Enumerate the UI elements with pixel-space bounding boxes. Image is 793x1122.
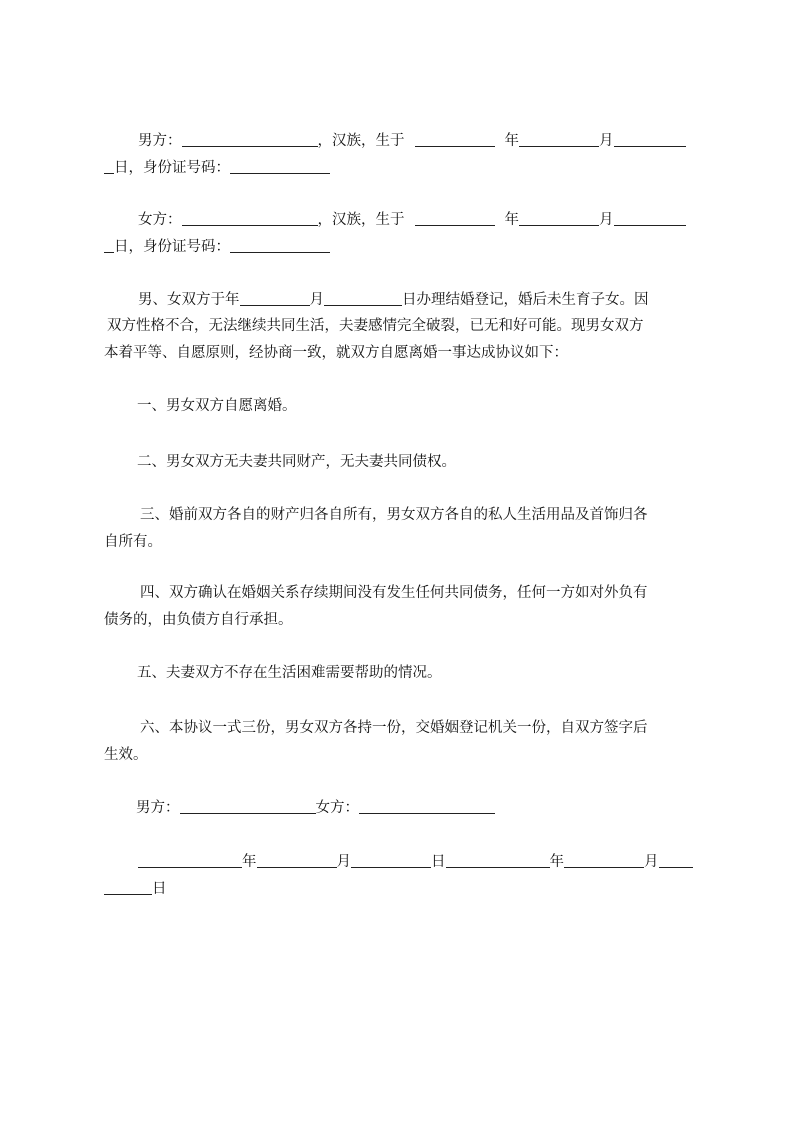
man-month-text: 月 [599, 133, 614, 149]
man-name-blank[interactable] [182, 130, 318, 147]
clause-2 [104, 449, 704, 475]
marriage-month-blank[interactable] [240, 289, 310, 306]
clause-6-text-2: 生效。 [104, 747, 148, 763]
clause-6-line-2 [104, 742, 704, 768]
woman-ethnicity-text: ，汉族，生于 [317, 212, 405, 228]
marriage-day-blank[interactable] [324, 289, 402, 306]
date-line-cont [104, 876, 704, 902]
date1-month-blank[interactable] [257, 851, 337, 868]
signature-woman-label: 女方： [315, 800, 359, 816]
man-id-number-blank[interactable] [230, 157, 330, 174]
man-birth-day-blank[interactable] [614, 130, 686, 147]
woman-id-number-blank[interactable] [230, 236, 330, 253]
woman-birth-month-blank[interactable] [519, 209, 599, 226]
clause-4-line-2 [104, 607, 704, 633]
date2-month-blank[interactable] [564, 851, 644, 868]
clause-5-text: 五、夫妻双方不存在生活困难需要帮助的情况。 [137, 665, 442, 681]
man-day-id-text: 日，身份证号码： [114, 160, 230, 176]
woman-name-blank[interactable] [182, 209, 318, 226]
clause-3-text-2: 自所有。 [104, 534, 162, 550]
signature-man-label: 男方： [136, 800, 180, 816]
man-info-line [104, 128, 704, 154]
woman-day-id-text: 日，身份证号码： [114, 239, 230, 255]
man-birth-day-blank-cont[interactable] [104, 157, 114, 174]
man-signature-blank[interactable] [180, 797, 316, 814]
woman-signature-blank[interactable] [359, 797, 495, 814]
intro-part1: 男、女双方于年 [138, 292, 240, 308]
clause-1-text: 一、男女双方自愿离婚。 [137, 398, 297, 414]
date2-year: 年 [549, 854, 564, 870]
date1-day-blank[interactable] [351, 851, 431, 868]
clause-4-line-1 [104, 580, 704, 606]
man-id-line [104, 155, 704, 181]
date1-year: 年 [242, 854, 257, 870]
clause-3-text-1: 三、婚前双方各自的财产归各自所有，男女双方各自的私人生活用品及首饰归各 [140, 507, 648, 523]
man-ethnicity-text: ，汉族，生于 [317, 133, 405, 149]
man-label: 男方： [138, 133, 182, 149]
clause-2-text: 二、男女双方无夫妻共同财产，无夫妻共同债权。 [137, 454, 456, 470]
intro-line3-text: 本着平等、自愿原则，经协商一致，就双方自愿离婚一事达成协议如下： [104, 345, 568, 361]
clause-4-text-2: 债务的，由负债方自行承担。 [104, 612, 293, 628]
date1-day: 日 [431, 854, 446, 870]
clause-5 [104, 660, 704, 686]
date2-day-blank[interactable] [659, 851, 693, 868]
clause-3-line-1 [104, 502, 704, 528]
clause-6-line-1 [104, 715, 704, 741]
intro-month: 月 [309, 292, 324, 308]
date2-day: 日 [152, 881, 167, 897]
woman-label: 女方： [138, 212, 182, 228]
woman-birth-day-blank[interactable] [614, 209, 686, 226]
woman-birth-year-blank[interactable] [415, 209, 495, 226]
intro-line2-text: 双方性格不合，无法继续共同生活，夫妻感情完全破裂，已无和好可能。现男女双方 [107, 318, 644, 334]
date-line [104, 849, 704, 875]
date1-year-blank[interactable] [138, 851, 242, 868]
woman-info-line [104, 207, 704, 233]
date2-year-blank[interactable] [446, 851, 550, 868]
clause-3-line-2 [104, 529, 704, 555]
clause-1 [104, 393, 704, 419]
date2-day-blank-cont[interactable] [104, 878, 152, 895]
man-birth-year-blank[interactable] [415, 130, 495, 147]
intro-line-2 [107, 313, 707, 339]
intro-line-1 [104, 287, 704, 313]
woman-id-line [104, 234, 704, 260]
clause-4-text-1: 四、双方确认在婚姻关系存续期间没有发生任何共同债务，任何一方如对外负有 [140, 585, 648, 601]
woman-year-text: 年 [504, 212, 519, 228]
man-year-text: 年 [504, 133, 519, 149]
man-birth-month-blank[interactable] [519, 130, 599, 147]
woman-month-text: 月 [599, 212, 614, 228]
intro-part2: 日办理结婚登记，婚后未生育子女。因 [402, 292, 649, 308]
intro-line-3 [104, 340, 704, 366]
clause-6-text-1: 六、本协议一式三份，男女双方各持一份，交婚姻登记机关一份，自双方签字后 [140, 720, 648, 736]
woman-birth-day-blank-cont[interactable] [104, 236, 114, 253]
date2-month: 月 [644, 854, 659, 870]
date1-month: 月 [336, 854, 351, 870]
signature-line [104, 795, 704, 821]
